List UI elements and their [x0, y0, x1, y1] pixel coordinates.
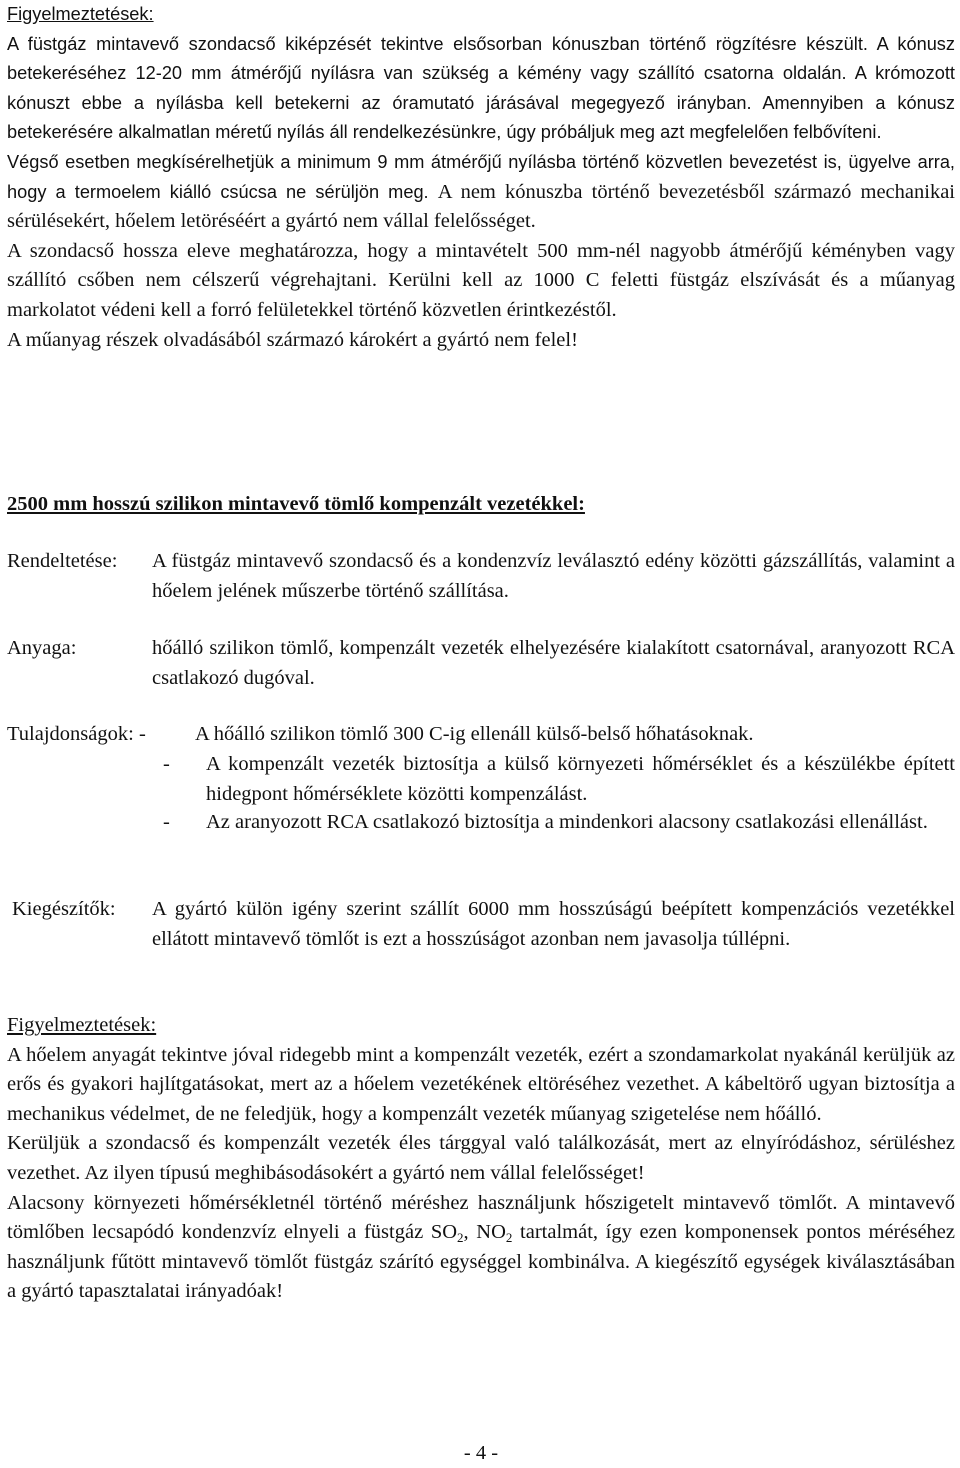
product-title: 2500 mm hosszú szilikon mintavevő tömlő kompenzált vezetékkel:: [7, 493, 585, 515]
dash-bullet: -: [163, 753, 170, 775]
warning-paragraph-sharp-objects: Kerüljük a szondacső és kompenzált vezeték éles tárggyal való találkozását, mert az elnyíródáshoz, sérüléshez vezethet. Az ilyen típusú meghibásodásokért a gyártó nem vállal felelősséget!: [7, 1132, 955, 1184]
warning-paragraph-thermocouple: A hőelem anyagát tekintve jóval ridegebb mint a kompenzált vezeték, ezért a szondamarkolat nyakánál kerüljük az erős és gyakori hajlítgatásokat, mert az a hőelem vezetékének eltöréséhez vezethet. A kábeltörő ugyan biztosítja a mechanikus védelmet, de ne feledjük, hogy a kompenzált vezeték műanyag szigetelése nem hőálló.: [7, 1043, 955, 1125]
accessories-label: Kiegészítők:: [12, 898, 116, 920]
low-temp-text-a: Alacsony környezeti hőmérsékletnél történő méréshez használjunk hőszigetelt mintavevő tömlőt. A mintavevő tömlőben lecsapódó kondenzvíz elnyeli a füstgáz SO: [7, 1191, 955, 1244]
property-text: Az aranyozott RCA csatlakozó biztosítja a mindenkori alacsony csatlakozási ellenállást.: [206, 811, 928, 833]
page-number: - 4 -: [463, 1442, 499, 1464]
warning-paragraph-cone: A füstgáz mintavevő szondacső kiképzését tekintve elsősorban kónuszban történő rögzítésre készült. A kónusz betekeréséhez 12-20 mm átmérőjű nyílásra van szükség a kémény vagy szállító csatorna oldalán. A krómozott kónuszt ebbe a nyílásba kell betekerni az óramutató járásával megegyező irányban. Amennyiben a kónusz betekerésére alkalmatlan méretű nyílás áll rendelkezésünkre, úgy próbáljuk meg azt megfelelően felbővíteni.: [7, 33, 955, 143]
low-temp-text-c: tartalmát, így ezen komponensek pontos méréséhez használjunk fűtött mintavevő tömlőt füstgáz szárító egységgel kombinálva. A kiegészítő egységek kiválasztásában a gyártó tapasztalatai irányadóak!: [7, 1221, 955, 1303]
purpose-label: Rendeltetése:: [7, 550, 118, 572]
subscript: 2: [505, 1230, 513, 1246]
accessories-value: A gyártó külön igény szerint szállít 6000 mm hosszúságú beépített kompenzációs vezetékkel ellátott mintavevő tömlőt is ezt a hosszúságot azonban nem javasolja túllépni.: [152, 898, 955, 950]
material-label: Anyaga:: [7, 637, 77, 659]
property-text: A kompenzált vezeték biztosítja a külső környezeti hőmérséklet és a készülékbe épített hidegpont hőmérséklete közötti kompenzálást.: [206, 753, 955, 805]
warnings-heading: Figyelmeztetések:: [7, 1014, 157, 1036]
properties-label: Tulajdonságok: -: [7, 723, 146, 745]
low-temp-text-b: , NO: [463, 1221, 506, 1244]
warnings-heading: Figyelmeztetések:: [7, 4, 154, 24]
subscript: 2: [457, 1230, 464, 1246]
property-text: A hőálló szilikon tömlő 300 C-ig ellenáll külső-belső hőhatásoknak.: [195, 723, 754, 745]
material-value: hőálló szilikon tömlő, kompenzált vezeték elhelyezésére kialakított csatornával, aranyozott RCA csatlakozó dugóval.: [152, 637, 955, 689]
direct-insert-text: Végső esetben megkísérelhetjük a minimum 9 mm átmérőjű nyílásba történő közvetlen bevezetést is, ügyelve arra, hogy a termoelem kiálló csúcsa ne sérüljön meg.: [7, 151, 955, 202]
warnings-section-1: [7, 0, 955, 355]
liability-text: A nem kónuszba történő bevezetésből származó mechanikai sérülésekért, hőelem letöréséért a gyártó nem vállal felelősséget.: [7, 180, 956, 233]
warning-paragraph-plastic: A műanyag részek olvadásából származó károkért a gyártó nem felel!: [7, 328, 578, 351]
warning-paragraph-low-temperature: [7, 1189, 955, 1307]
dash-bullet: -: [163, 811, 170, 833]
warning-paragraph-direct-insert: [7, 148, 955, 237]
purpose-value: A füstgáz mintavevő szondacső és a kondenzvíz leválasztó edény közötti gázszállítás, valamint a hőelem jelének műszerbe történő szállítása.: [152, 550, 955, 602]
warnings-section-2: [7, 1011, 955, 1307]
warning-paragraph-length: A szondacső hossza eleve meghatározza, hogy a mintavételt 500 mm-nél nagyobb átmérőjű kéményben vagy szállító csőben nem célszerű végrehajtani. Kerülni kell az 1000 C feletti füstgáz elszívását és a műanyag markolatot védeni kell a forró felületekkel történő közvetlen érintkezéstől.: [7, 239, 955, 321]
